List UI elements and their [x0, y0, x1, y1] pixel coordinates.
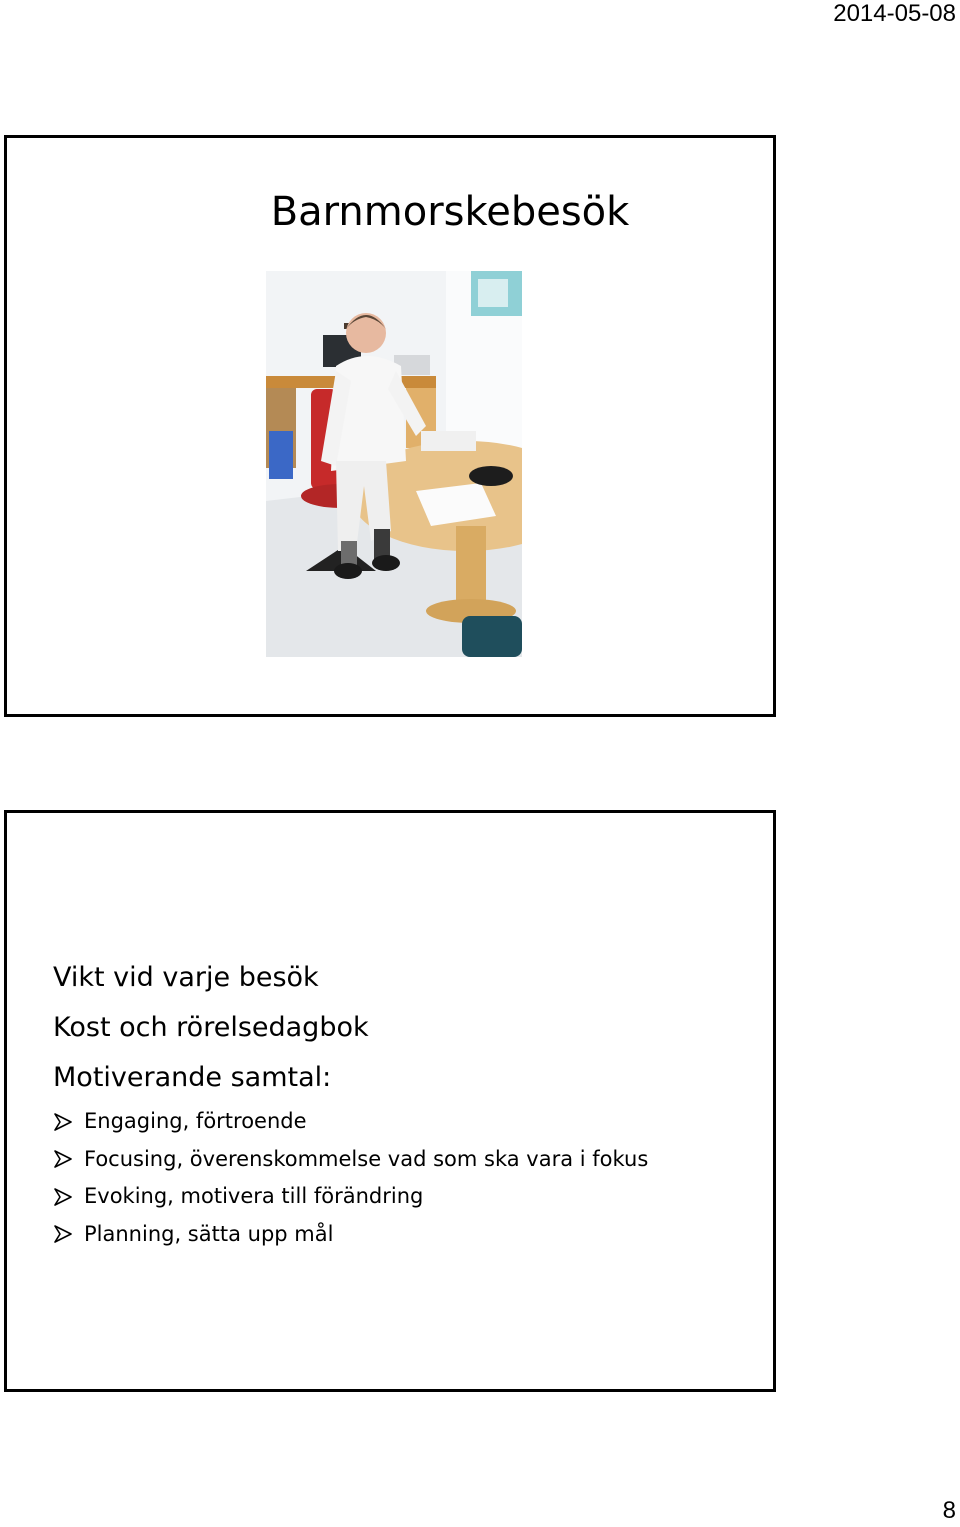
slide-title: Barnmorskebesök	[270, 189, 630, 235]
text-line: Motiverande samtal:	[53, 1062, 332, 1093]
bullet-text: Engaging, förtroende	[84, 1109, 307, 1133]
midwife-photo-illustration	[266, 271, 522, 657]
bullet-text: Planning, sätta upp mål	[84, 1221, 334, 1246]
page-number: 8	[942, 1497, 956, 1524]
bullet-item	[53, 1216, 753, 1254]
arrow-bullet-icon	[53, 1188, 73, 1206]
bullet-item	[53, 1178, 753, 1216]
bullet-text: Evoking, motivera till förändring	[84, 1184, 424, 1208]
slide-2	[4, 810, 776, 1392]
slide-1	[4, 135, 776, 717]
bullet-list	[53, 1103, 753, 1253]
header-date: 2014-05-08	[833, 0, 956, 27]
bullet-text: Focusing, överenskommelse vad som ska vara i fokus	[84, 1146, 649, 1171]
bullet-item	[53, 1103, 753, 1141]
text-line: Kost och rörelsedagbok	[53, 1012, 369, 1043]
text-line: Vikt vid varje besök	[53, 962, 319, 993]
arrow-bullet-icon	[53, 1150, 73, 1168]
bullet-item	[53, 1141, 753, 1179]
arrow-bullet-icon	[53, 1225, 73, 1243]
slide-2-content	[53, 953, 753, 1253]
arrow-bullet-icon	[53, 1113, 73, 1131]
midwife-photo	[266, 271, 522, 657]
